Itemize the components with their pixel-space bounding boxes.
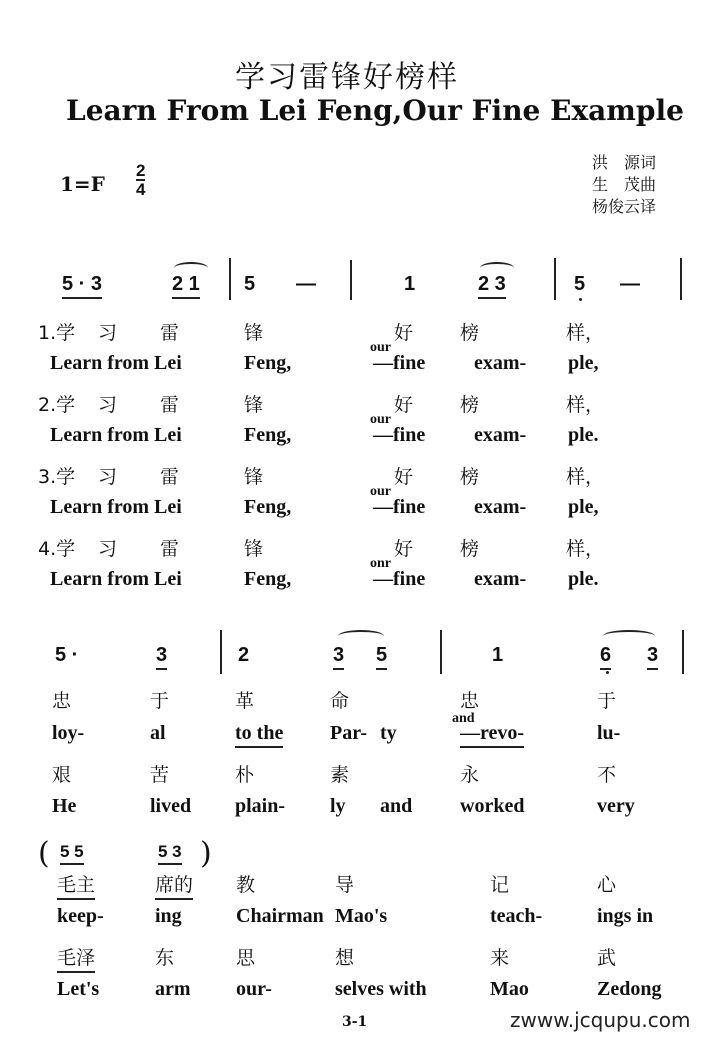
credits <box>592 152 656 218</box>
composer-credit: 生 茂曲 <box>592 175 657 194</box>
lyric-chinese: 心 <box>597 874 617 896</box>
slur <box>603 630 655 642</box>
note: 5 <box>244 273 256 295</box>
lyric-english: Learn from Lei <box>50 568 182 590</box>
barline <box>350 260 352 300</box>
time-denominator: 4 <box>136 180 146 199</box>
time-numerator: 2 <box>136 161 146 180</box>
note: 3 <box>647 644 658 670</box>
lyric-english: Chairman <box>236 905 324 927</box>
note: 2 <box>238 644 250 666</box>
lyric-chinese: 记 <box>490 874 510 896</box>
lyric-english: Let's <box>57 978 100 1000</box>
note: 3 <box>333 644 344 670</box>
lyric-chinese: 习 <box>98 538 118 560</box>
lyric-chinese: 忠 <box>460 690 480 712</box>
lyric-english: worked <box>460 795 525 817</box>
lyric-chinese: 锋 <box>244 466 264 488</box>
barline <box>680 258 682 300</box>
lyric-chinese: 锋 <box>244 538 264 560</box>
lyric-chinese: 习 <box>98 322 118 344</box>
lyric-english: —revo- <box>460 722 524 748</box>
note: — <box>620 273 640 295</box>
note: 5 5 <box>60 842 84 865</box>
lyric-english: our <box>370 484 391 499</box>
translator-credit: 杨俊云译 <box>592 197 657 216</box>
lyric-chinese: 席的 <box>155 870 193 900</box>
lyric-chinese: 来 <box>490 947 510 969</box>
lyric-chinese: 想 <box>335 947 355 969</box>
lyric-english: to the <box>235 722 283 748</box>
lyric-english: Feng, <box>244 424 292 446</box>
note: 1 <box>492 644 504 666</box>
lyric-english: our <box>370 412 391 427</box>
note: 2 1 <box>172 273 200 299</box>
lyric-chinese: 习 <box>98 394 118 416</box>
lyricist-credit: 洪 源词 <box>592 153 657 172</box>
lyric-english: Par- <box>330 722 368 744</box>
lyric-chinese: 好 <box>394 538 414 560</box>
note: 3 <box>156 644 167 670</box>
note: 5 · 3 <box>62 273 102 299</box>
lyric-chinese: 榜 <box>460 538 480 560</box>
title-english: Learn From Lei Feng,Our Fine Example <box>66 94 684 127</box>
lyric-chinese: 1.学 <box>38 322 76 344</box>
lyric-english: al <box>150 722 166 744</box>
note: 1 <box>404 273 416 295</box>
lyric-english: loy- <box>52 722 85 744</box>
lyric-english: Feng, <box>244 352 292 374</box>
lyric-chinese: 好 <box>394 394 414 416</box>
lyric-chinese: 艰 <box>52 764 72 786</box>
lyric-chinese: 榜 <box>460 466 480 488</box>
slur <box>480 262 514 274</box>
note: 6 <box>600 644 611 670</box>
lyric-chinese: 朴 <box>235 764 255 786</box>
lyric-chinese: 好 <box>394 466 414 488</box>
octave-dot <box>606 671 609 674</box>
note: 2 3 <box>478 273 506 299</box>
lyric-chinese: 样， <box>566 394 605 416</box>
note: 5 <box>376 644 387 670</box>
lyric-english: exam- <box>474 424 527 446</box>
lyric-english: ing <box>155 905 182 927</box>
lyric-english: exam- <box>474 352 527 374</box>
lyric-chinese: 雷 <box>160 466 180 488</box>
lyric-english: Zedong <box>597 978 662 1000</box>
lyric-chinese: 毛泽 <box>57 943 95 973</box>
lyric-chinese: 习 <box>98 466 118 488</box>
lyric-english: teach- <box>490 905 543 927</box>
lyric-english: Learn from Lei <box>50 424 182 446</box>
paren-open: ( <box>38 836 50 871</box>
lyric-english: Learn from Lei <box>50 496 182 518</box>
lyric-chinese: 锋 <box>244 394 264 416</box>
lyric-chinese: 苦 <box>150 764 170 786</box>
note: 5 3 <box>158 842 182 865</box>
lyric-english: selves with <box>335 978 427 1000</box>
watermark: zwww.jcqupu.com <box>510 1008 691 1032</box>
lyric-english: ty <box>380 722 397 744</box>
lyric-chinese: 样， <box>566 466 605 488</box>
lyric-chinese: 样， <box>566 322 605 344</box>
lyric-chinese: 素 <box>330 764 350 786</box>
lyric-chinese: 3.学 <box>38 466 76 488</box>
page-number: 3-1 <box>342 1014 368 1030</box>
lyric-chinese: 雷 <box>160 322 180 344</box>
lyric-english: Mao <box>490 978 529 1000</box>
lyric-english: ple. <box>568 424 599 446</box>
lyric-english: —fine <box>373 352 426 374</box>
lyric-chinese: 好 <box>394 322 414 344</box>
lyric-chinese: 榜 <box>460 394 480 416</box>
lyric-english: —fine <box>373 424 426 446</box>
lyric-chinese: 2.学 <box>38 394 76 416</box>
lyric-english: and <box>380 795 413 817</box>
lyric-english: Feng, <box>244 496 292 518</box>
lyric-chinese: 不 <box>597 764 617 786</box>
lyric-english: onr <box>370 556 391 571</box>
lyric-english: —fine <box>373 568 426 590</box>
note: 5 · <box>55 644 79 666</box>
lyric-chinese: 忠 <box>52 690 72 712</box>
lyric-english: keep- <box>57 905 104 927</box>
barline <box>554 258 556 300</box>
lyric-chinese: 榜 <box>460 322 480 344</box>
lyric-chinese: 东 <box>155 947 175 969</box>
title-chinese: 学习雷锋好榜样 <box>235 60 459 95</box>
barline <box>440 630 442 674</box>
note: — <box>296 273 316 295</box>
lyric-chinese: 于 <box>597 690 617 712</box>
lyric-english: ly <box>330 795 346 817</box>
lyric-chinese: 锋 <box>244 322 264 344</box>
lyric-chinese: 武 <box>597 947 617 969</box>
lyric-english: ple, <box>568 496 599 518</box>
lyric-english: lu- <box>597 722 621 744</box>
slur <box>338 630 384 642</box>
lyric-english: plain- <box>235 795 286 817</box>
lyric-english: very <box>597 795 635 817</box>
lyric-english: exam- <box>474 568 527 590</box>
lyric-chinese: 命 <box>330 690 350 712</box>
paren-close: ) <box>200 836 212 871</box>
lyric-english: exam- <box>474 496 527 518</box>
lyric-english: —fine <box>373 496 426 518</box>
lyric-english: arm <box>155 978 191 1000</box>
lyric-english: He <box>52 795 77 817</box>
lyric-english: our- <box>236 978 272 1000</box>
lyric-english: our <box>370 340 391 355</box>
lyric-chinese: 毛主 <box>57 870 95 900</box>
lyric-chinese: 雷 <box>160 538 180 560</box>
lyric-chinese: 思 <box>236 947 256 969</box>
octave-dot <box>579 298 582 301</box>
lyric-english: Feng, <box>244 568 292 590</box>
lyric-chinese: 雷 <box>160 394 180 416</box>
lyric-chinese: 革 <box>235 690 255 712</box>
lyric-chinese: 4.学 <box>38 538 76 560</box>
lyric-chinese: 教 <box>236 874 256 896</box>
lyric-chinese: 导 <box>335 874 355 896</box>
lyric-english: Mao's <box>335 905 388 927</box>
barline <box>220 630 222 674</box>
barline <box>682 630 684 674</box>
lyric-english: ple, <box>568 352 599 374</box>
slur <box>174 262 208 274</box>
note: 5 <box>574 273 586 295</box>
barline <box>229 258 231 300</box>
lyric-chinese: 于 <box>150 690 170 712</box>
lyric-english: ings in <box>597 905 654 927</box>
lyric-chinese: 样， <box>566 538 605 560</box>
key-signature: 1=F <box>60 172 105 196</box>
time-signature <box>136 162 145 198</box>
lyric-chinese: 永 <box>460 764 480 786</box>
lyric-english: Learn from Lei <box>50 352 182 374</box>
lyric-english-and: and <box>452 711 475 726</box>
lyric-english: lived <box>150 795 192 817</box>
lyric-english: ple. <box>568 568 599 590</box>
